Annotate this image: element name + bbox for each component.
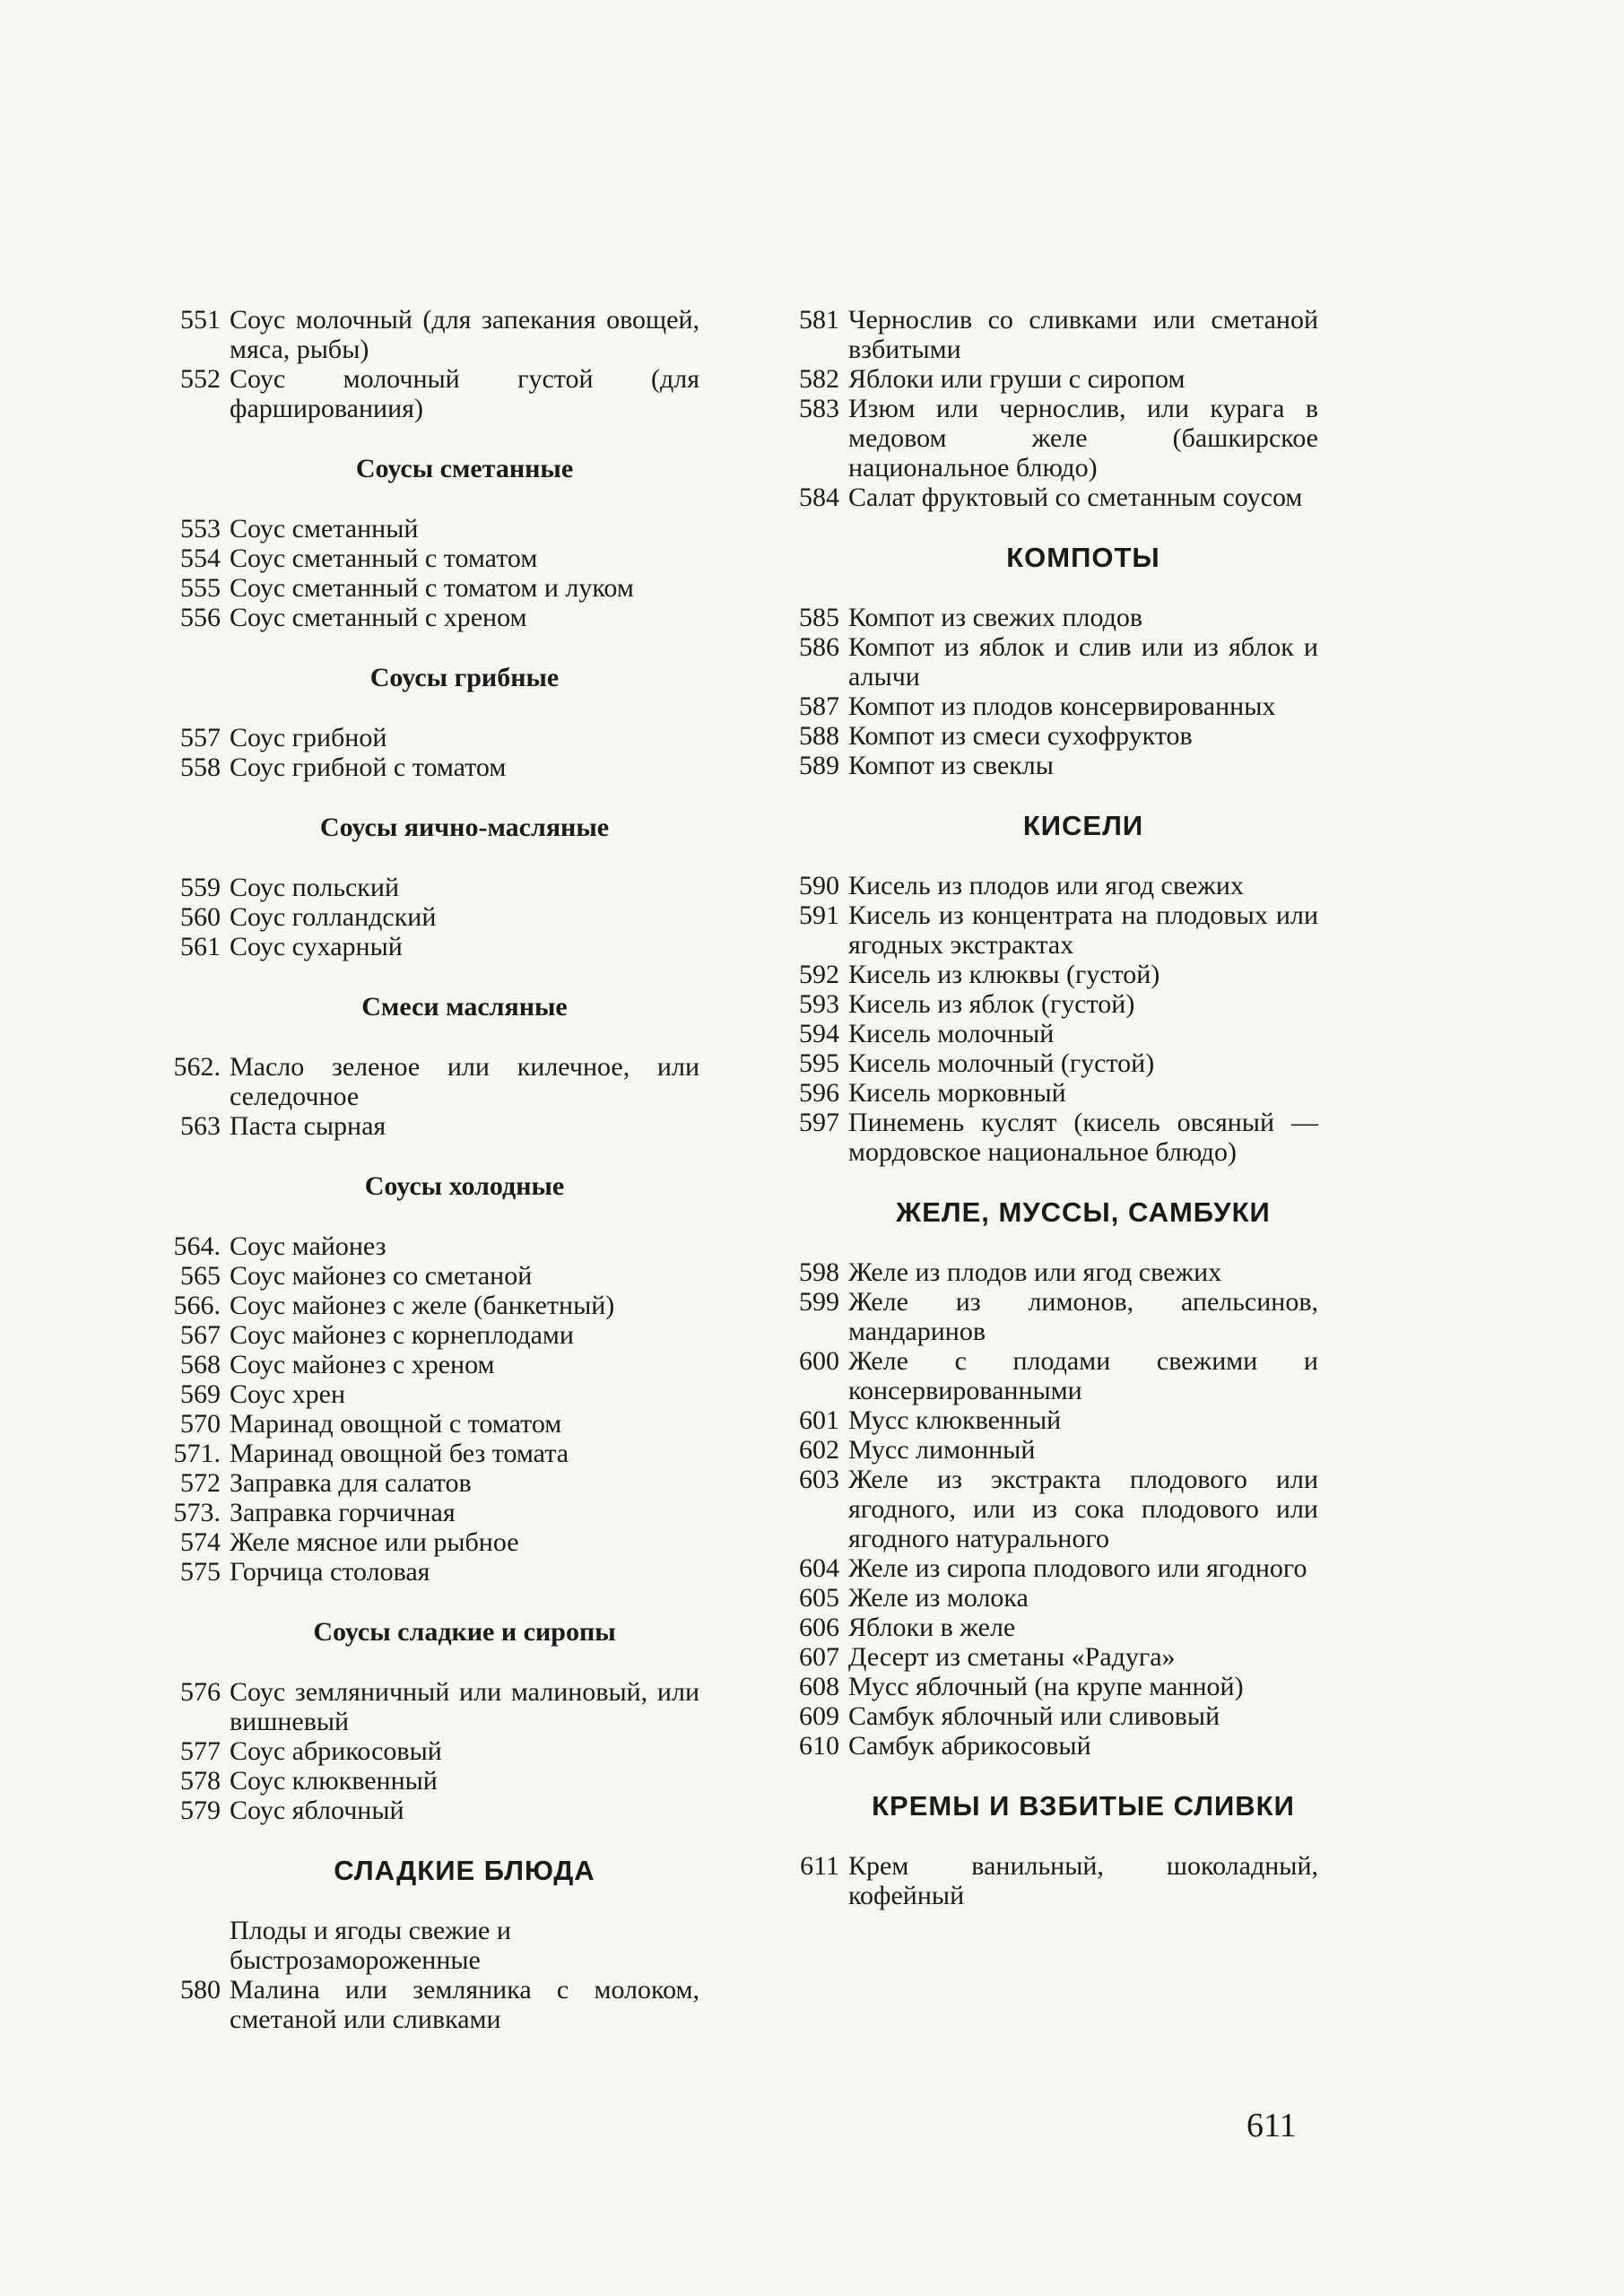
entry-text: Малина или земляника с молоком, сметаной или сливками — [230, 1975, 699, 2034]
menu-entry — [780, 751, 1318, 780]
menu-entry — [161, 723, 699, 752]
entry-text: Заправка горчичная — [230, 1498, 456, 1527]
section-title: ЖЕЛЕ, МУССЫ, САМБУКИ — [896, 1196, 1271, 1228]
menu-entry — [161, 1052, 699, 1111]
subsection-title: Соусы сметанные — [355, 454, 574, 483]
entry-number: 606 — [799, 1613, 839, 1642]
entry-number: 556 — [180, 603, 221, 632]
entry-number: 580 — [180, 1975, 221, 2005]
entry-number: 555 — [180, 573, 221, 603]
entry-text: Яблоки или груши с сиропом — [848, 364, 1185, 394]
entry-number: 576 — [180, 1677, 221, 1707]
entry-text: Соус молочный (для запекания овощей, мяса, рыбы) — [230, 305, 699, 364]
entry-number: 602 — [799, 1435, 839, 1465]
entry-number: 597 — [799, 1108, 839, 1137]
entry-text: Желе из сиропа плодового или ягодного — [848, 1553, 1307, 1583]
menu-entry — [780, 1346, 1318, 1405]
menu-entry — [161, 1527, 699, 1557]
entry-text: Соус майонез — [230, 1231, 386, 1261]
entry-number: 596 — [799, 1078, 839, 1108]
subsection-title: Соусы холодные — [364, 1171, 565, 1201]
entry-text: Соус абрикосовый — [230, 1736, 442, 1766]
entry-text: Кисель молочный — [848, 1019, 1055, 1048]
entry-text: Соус хрен — [230, 1379, 346, 1409]
entry-text: Мусс яблочный (на крупе манной) — [848, 1672, 1244, 1701]
entry-text: Желе из плодов или ягод свежих — [848, 1257, 1222, 1287]
entry-text: Пинемень куслят (кисель овсяный — мордовское национальное блюдо) — [848, 1108, 1318, 1167]
page-number: 611 — [1246, 2107, 1297, 2144]
menu-entry — [780, 1078, 1318, 1108]
entry-text: Соус яблочный — [230, 1796, 404, 1825]
menu-entry — [161, 932, 699, 961]
entry-text: Соус земляничный или малиновый, или вишневый — [230, 1677, 699, 1736]
entry-text: Компот из плодов консервированных — [848, 691, 1276, 721]
menu-entry — [161, 752, 699, 782]
entry-text: Соус сметанный с хреном — [230, 603, 527, 632]
menu-entry — [780, 1851, 1318, 1910]
section-title: КИСЕЛИ — [1022, 810, 1144, 841]
entry-number: 610 — [799, 1731, 839, 1761]
entry-number: 554 — [180, 544, 221, 573]
entry-number: 575 — [180, 1557, 221, 1587]
entry-text: Чернослив со сливками или сметаной взбитыми — [848, 305, 1318, 364]
entry-number: 563 — [180, 1111, 221, 1141]
menu-entry — [780, 691, 1318, 721]
entry-number: 566. — [173, 1291, 221, 1320]
entry-text: Мусс клюквенный — [848, 1405, 1062, 1435]
menu-entry — [780, 1465, 1318, 1553]
entry-text: Соус сметанный с томатом и луком — [230, 573, 634, 603]
entry-number: 604 — [799, 1553, 839, 1583]
entry-text: Компот из свеклы — [848, 751, 1054, 780]
entry-number: 601 — [799, 1405, 839, 1435]
entry-number: 598 — [799, 1257, 839, 1287]
subsection-title: Смеси масляные — [361, 992, 568, 1022]
entry-text: Кисель из клюквы (густой) — [848, 960, 1160, 989]
entry-text: Желе мясное или рыбное — [230, 1527, 519, 1557]
menu-entry — [161, 305, 699, 364]
entry-text: Самбук абрикосовый — [848, 1731, 1091, 1761]
menu-entry — [780, 305, 1318, 364]
entry-number: 593 — [799, 989, 839, 1019]
menu-entry — [780, 1583, 1318, 1613]
section-title: СЛАДКИЕ БЛЮДА — [334, 1855, 595, 1886]
menu-entry — [780, 364, 1318, 394]
menu-entry — [780, 1019, 1318, 1048]
entry-text: Мусс лимонный — [848, 1435, 1036, 1465]
entry-number: 561 — [180, 932, 221, 961]
right-column — [780, 305, 1318, 1910]
entry-number: 572 — [180, 1468, 221, 1498]
menu-entry — [780, 1405, 1318, 1435]
left-column — [161, 305, 699, 2034]
menu-entry — [780, 1701, 1318, 1731]
menu-entry — [780, 721, 1318, 751]
entry-text: Соус польский — [230, 873, 399, 902]
entry-number: 587 — [799, 691, 839, 721]
menu-entry — [780, 900, 1318, 960]
entry-number: 585 — [799, 603, 839, 632]
menu-entry — [780, 1642, 1318, 1672]
entry-text: Соус майонез с желе (банкетный) — [230, 1291, 615, 1320]
entry-number: 603 — [799, 1465, 839, 1494]
entry-text: Соус сухарный — [230, 932, 403, 961]
entry-text: Желе с плодами свежими и консервированными — [848, 1346, 1318, 1405]
entry-number: 568 — [180, 1350, 221, 1379]
entry-text: Соус майонез с хреном — [230, 1350, 495, 1379]
entry-number: 567 — [180, 1320, 221, 1350]
menu-entry — [161, 1439, 699, 1468]
menu-entry — [780, 603, 1318, 632]
entry-number: 588 — [799, 721, 839, 751]
entry-number: 578 — [180, 1766, 221, 1796]
entry-text: Соус молочный густой (для фаршированиия) — [230, 364, 699, 423]
menu-entry — [161, 1409, 699, 1439]
entry-text: Компот из свежих плодов — [848, 603, 1143, 632]
menu-entry — [161, 544, 699, 573]
entry-number: 605 — [799, 1583, 839, 1613]
subsection-title: Соусы яично-масляные — [319, 813, 610, 842]
menu-entry — [161, 1320, 699, 1350]
entry-text: Желе из экстракта плодового или ягодного, или из сока плодового или ягодного натурального — [848, 1465, 1318, 1553]
menu-entry — [161, 1111, 699, 1141]
menu-entry — [780, 394, 1318, 483]
entry-number: 569 — [180, 1379, 221, 1409]
entry-text: Соус сметанный с томатом — [230, 544, 538, 573]
entry-number: 600 — [799, 1346, 839, 1376]
entry-text: Соус сметанный — [230, 514, 419, 544]
entry-number: 592 — [799, 960, 839, 989]
entry-number: 551 — [180, 305, 221, 335]
entry-text: Соус грибной — [230, 723, 387, 752]
entry-number: 595 — [799, 1048, 839, 1078]
menu-entry — [780, 1613, 1318, 1642]
menu-entry — [780, 632, 1318, 691]
menu-entry — [161, 1796, 699, 1825]
entry-text: Кисель из концентрата на плодовых или ягодных экстрактах — [848, 900, 1318, 960]
entry-text: Соус майонез с корнеплодами — [230, 1320, 574, 1350]
entry-number: 608 — [799, 1672, 839, 1701]
menu-entry — [161, 364, 699, 423]
menu-entry — [780, 1287, 1318, 1346]
menu-entry — [161, 1291, 699, 1320]
menu-entry — [780, 1672, 1318, 1701]
entry-text: Кисель из плодов или ягод свежих — [848, 871, 1244, 900]
menu-entry — [161, 873, 699, 902]
entry-number: 582 — [799, 364, 839, 394]
section-intro: Плоды и ягоды свежие и быстрозамороженные — [230, 1916, 511, 1975]
entry-number: 589 — [799, 751, 839, 780]
entry-number: 607 — [799, 1642, 839, 1672]
section-title: КРЕМЫ И ВЗБИТЫЕ СЛИВКИ — [872, 1790, 1295, 1822]
entry-text: Масло зеленое или килечное, или селедочное — [230, 1052, 699, 1111]
menu-entry — [780, 483, 1318, 512]
entry-text: Желе из лимонов, апельсинов, мандаринов — [848, 1287, 1318, 1346]
entry-text: Десерт из сметаны «Радуга» — [848, 1642, 1176, 1672]
menu-entry — [161, 1261, 699, 1291]
entry-text: Желе из молока — [848, 1583, 1029, 1613]
menu-entry — [161, 1468, 699, 1498]
entry-number: 579 — [180, 1796, 221, 1825]
entry-text: Самбук яблочный или сливовый — [848, 1701, 1220, 1731]
entry-number: 552 — [180, 364, 221, 394]
menu-entry — [161, 1379, 699, 1409]
entry-number: 586 — [799, 632, 839, 662]
menu-entry — [161, 603, 699, 632]
entry-number: 553 — [180, 514, 221, 544]
entry-number: 584 — [799, 483, 839, 512]
entry-text: Компот из яблок и слив или из яблок и алычи — [848, 632, 1318, 691]
entry-text: Горчица столовая — [230, 1557, 430, 1587]
entry-text: Соус майонез со сметаной — [230, 1261, 533, 1291]
entry-number: 573. — [173, 1498, 221, 1527]
entry-text: Кисель морковный — [848, 1078, 1066, 1108]
menu-entry — [780, 1257, 1318, 1287]
menu-entry — [161, 1975, 699, 2034]
entry-text: Маринад овощной с томатом — [230, 1409, 562, 1439]
entry-text: Заправка для салатов — [230, 1468, 472, 1498]
entry-text: Маринад овощной без томата — [230, 1439, 569, 1468]
entry-text: Соус клюквенный — [230, 1766, 438, 1796]
entry-number: 590 — [799, 871, 839, 900]
menu-entry — [780, 871, 1318, 900]
entry-text: Компот из смеси сухофруктов — [848, 721, 1193, 751]
menu-entry — [780, 1048, 1318, 1078]
entry-text: Соус голландский — [230, 902, 437, 932]
menu-entry — [780, 1553, 1318, 1583]
entry-number: 583 — [799, 394, 839, 423]
entry-text: Паста сырная — [230, 1111, 386, 1141]
menu-entry — [161, 1498, 699, 1527]
menu-entry — [780, 989, 1318, 1019]
entry-text: Изюм или чернослив, или курага в медовом желе (башкирское национальное блюдо) — [848, 394, 1318, 483]
entry-number: 558 — [180, 752, 221, 782]
entry-text: Кисель из яблок (густой) — [848, 989, 1135, 1019]
menu-entry — [161, 1557, 699, 1587]
menu-entry — [161, 1736, 699, 1766]
menu-entry — [780, 1731, 1318, 1761]
menu-entry — [161, 1231, 699, 1261]
menu-entry — [780, 1435, 1318, 1465]
menu-entry — [161, 1766, 699, 1796]
entry-number: 565 — [180, 1261, 221, 1291]
entry-text: Салат фруктовый со сметанным соусом — [848, 483, 1303, 512]
entry-number: 577 — [180, 1736, 221, 1766]
section-title: КОМПОТЫ — [1006, 542, 1160, 573]
menu-entry — [780, 960, 1318, 989]
menu-entry — [161, 573, 699, 603]
entry-number: 611 — [800, 1851, 839, 1881]
menu-entry — [161, 1677, 699, 1736]
menu-entry — [161, 902, 699, 932]
menu-entry — [780, 1108, 1318, 1167]
entry-number: 564. — [173, 1231, 221, 1261]
entry-text: Кисель молочный (густой) — [848, 1048, 1155, 1078]
entry-number: 591 — [799, 900, 839, 930]
entry-number: 571. — [173, 1439, 221, 1468]
menu-entry — [161, 1350, 699, 1379]
entry-number: 594 — [799, 1019, 839, 1048]
entry-text: Соус грибной с томатом — [230, 752, 507, 782]
entry-number: 581 — [799, 305, 839, 335]
entry-number: 609 — [799, 1701, 839, 1731]
entry-text: Крем ванильный, шоколадный, кофейный — [848, 1851, 1318, 1910]
entry-number: 599 — [799, 1287, 839, 1317]
entry-number: 562. — [173, 1052, 221, 1082]
entry-text: Яблоки в желе — [848, 1613, 1016, 1642]
entry-number: 559 — [180, 873, 221, 902]
menu-entry — [161, 514, 699, 544]
entry-number: 560 — [180, 902, 221, 932]
subsection-title: Соусы сладкие и сиропы — [313, 1617, 616, 1647]
entry-number: 570 — [180, 1409, 221, 1439]
entry-number: 574 — [180, 1527, 221, 1557]
subsection-title: Соусы грибные — [369, 663, 560, 692]
entry-number: 557 — [180, 723, 221, 752]
